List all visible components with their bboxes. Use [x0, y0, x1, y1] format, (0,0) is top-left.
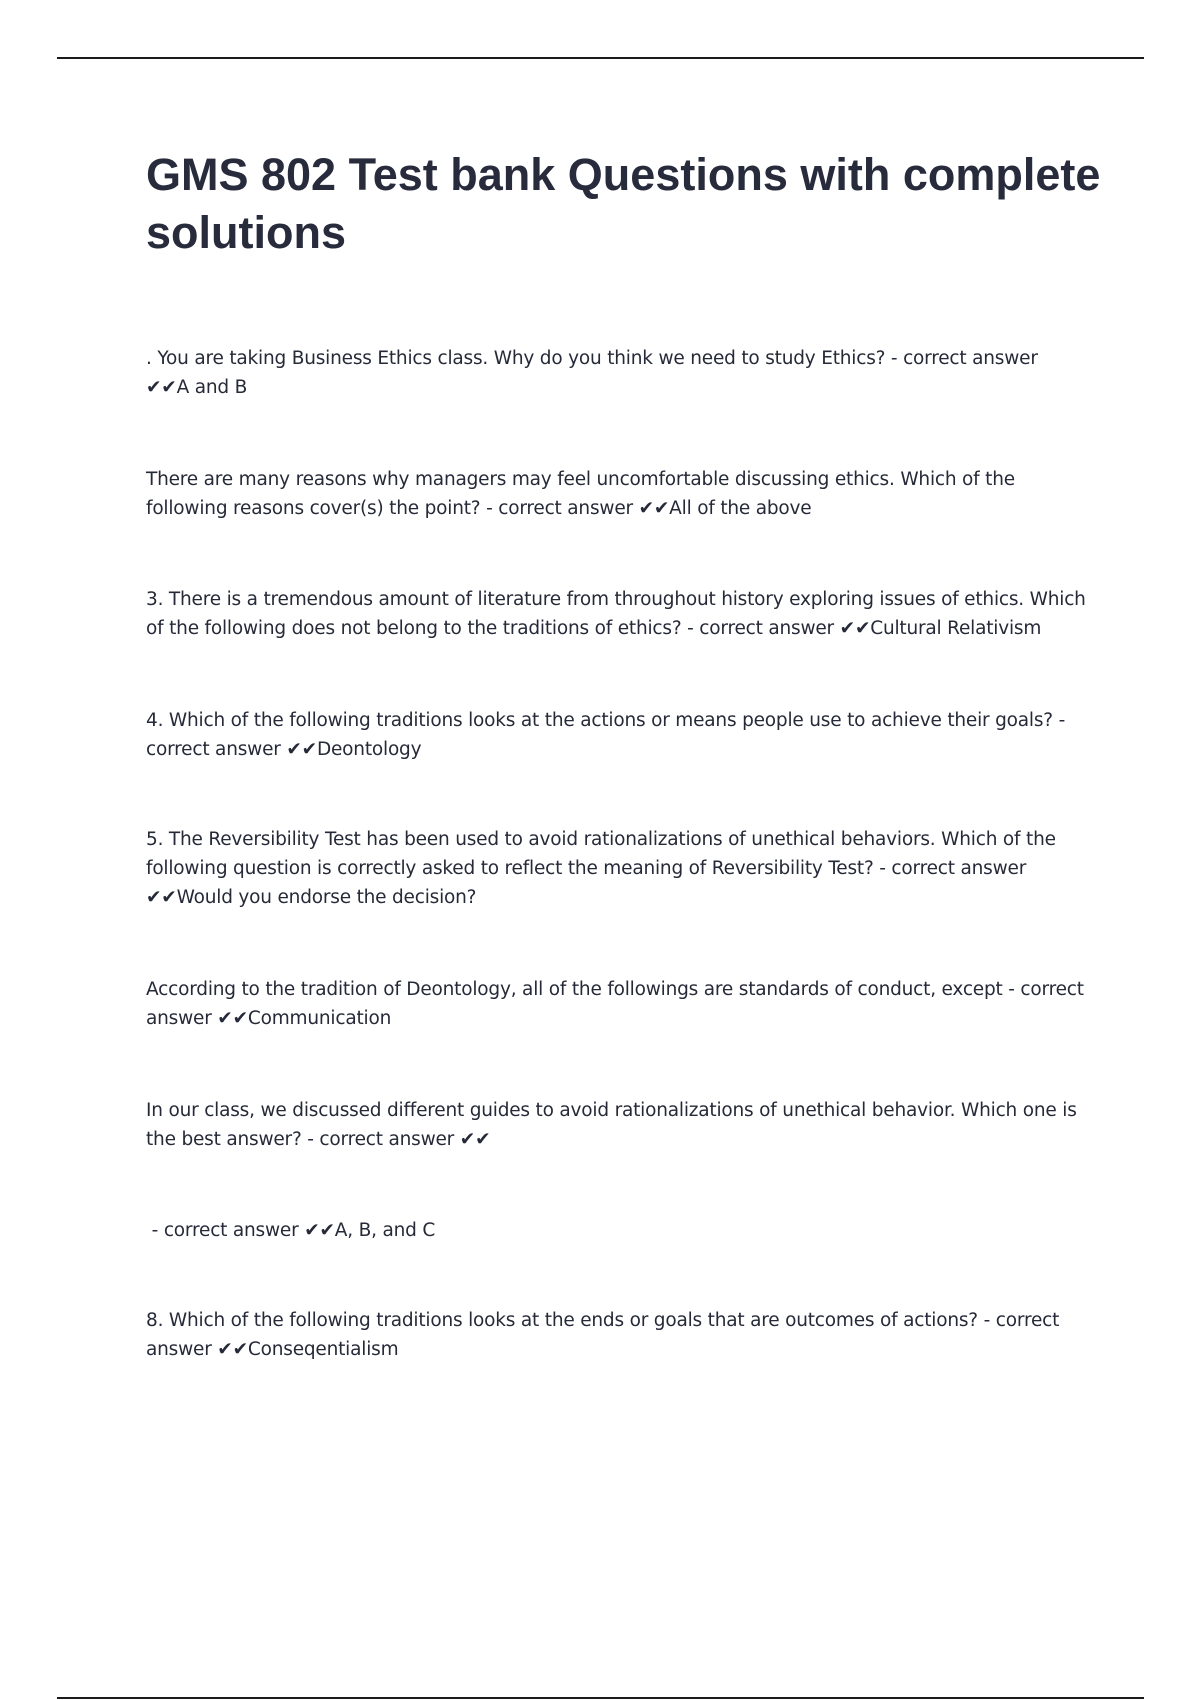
qa-item-1: . You are taking Business Ethics class. Why do you think we need to study Ethics? - correct answer ✔✔A and B	[146, 348, 1038, 398]
document-title: GMS 802 Test bank Questions with complete solutions	[146, 149, 1101, 258]
qa-item-8: - correct answer ✔✔A, B, and C	[146, 1220, 436, 1241]
qa-item-2: There are many reasons why managers may feel uncomfortable discussing ethics. Which of the following reasons cover(s) the point? - correct answer ✔✔All of the above	[146, 469, 1015, 519]
qa-item-3: 3. There is a tremendous amount of literature from throughout history exploring issues of ethics. Which of the following does not belong to the traditions of ethics? - correct answer ✔✔Cultural Relativism	[146, 589, 1086, 639]
qa-item-9: 8. Which of the following traditions looks at the ends or goals that are outcomes of actions? - correct answer ✔✔Conseqentialism	[146, 1310, 1060, 1360]
qa-item-4: 4. Which of the following traditions looks at the actions or means people use to achieve their goals? - correct answer ✔✔Deontology	[146, 710, 1066, 760]
qa-item-6: According to the tradition of Deontology, all of the followings are standards of conduct, except - correct answer ✔✔Communication	[146, 979, 1084, 1029]
top-rule	[57, 57, 1144, 59]
qa-item-7: In our class, we discussed different guides to avoid rationalizations of unethical behavior. Which one is the best answer? - correct answer ✔✔	[146, 1100, 1077, 1150]
bottom-rule	[57, 1697, 1144, 1699]
qa-item-5: 5. The Reversibility Test has been used to avoid rationalizations of unethical behaviors. Which of the following question is correctly asked to reflect the meaning of Reversibility Test? - correct answer ✔✔Would you endorse the decision?	[146, 829, 1056, 908]
